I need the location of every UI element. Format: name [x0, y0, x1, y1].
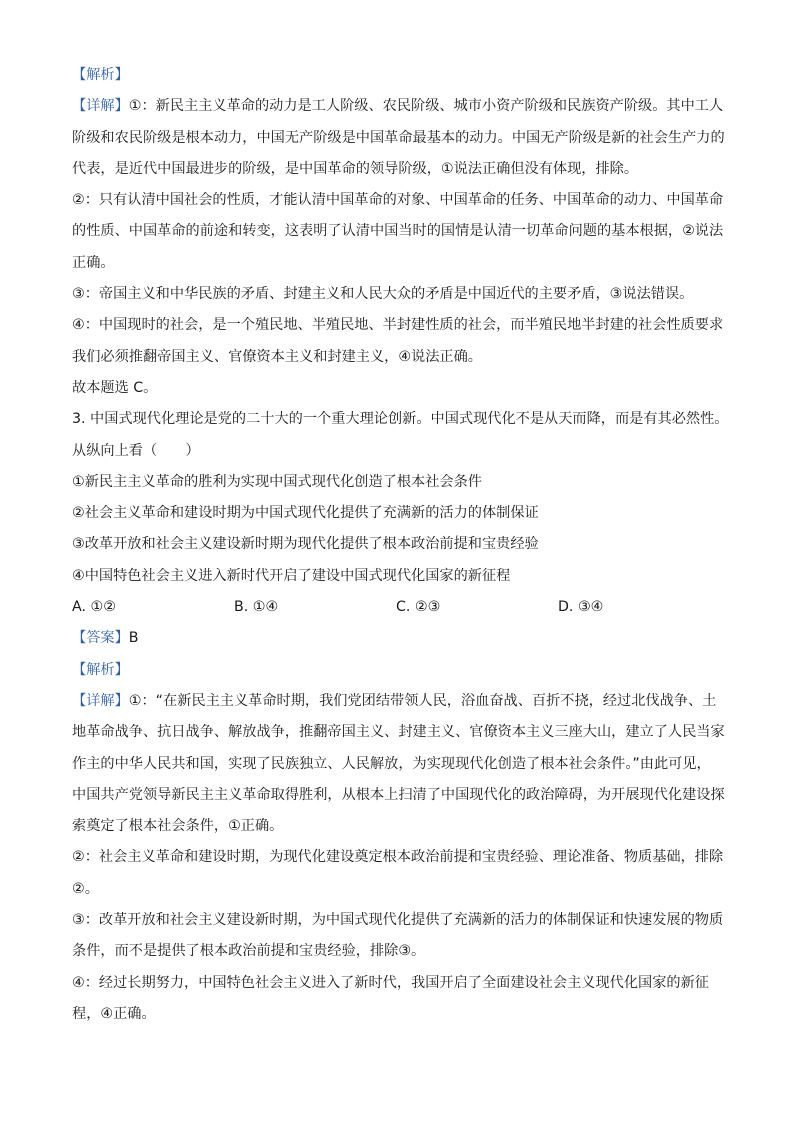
detail-line: 代表，是近代中国最进步的阶级，是中国革命的领导阶级，①说法正确但没有体现，排除。 [72, 160, 639, 177]
document-page [72, 60, 729, 1030]
analysis-label: 【解析】 [72, 67, 129, 83]
statement-item: ④中国特色社会主义进入新时代开启了建设中国式现代化国家的新征程 [72, 567, 511, 584]
question-stem: 从纵向上看（ ） [72, 442, 200, 459]
detail-line [72, 91, 724, 122]
question-stem: 3. 中国式现代化理论是党的二十大的一个重大理论创新。中国式现代化不是从天而降，而是有其必然性。 [72, 411, 729, 428]
detail-line: ④：经过长期努力，中国特色社会主义进入了新时代，我国开启了全面建设社会主义现代化国家的新征 [72, 974, 709, 991]
detail-line: 作主的中华人民共和国，实现了民族独立、人民解放，为实现现代化创造了根本社会条件。”由此可见， [72, 755, 711, 772]
option-a: A. ①② [72, 599, 116, 616]
detail-line: 程，④正确。 [72, 1005, 156, 1022]
answer-line [72, 623, 724, 654]
statement-item: ③改革开放和社会主义建设新时期为现代化提供了根本政治前提和宝贵经验 [72, 536, 539, 553]
detail-line: ④：中国现时的社会，是一个殖民地、半殖民地、半封建性质的社会，而半殖民地半封建的社会性质要求 [72, 317, 724, 334]
detail-line: 条件，而不是提供了根本政治前提和宝贵经验，排除③。 [72, 943, 426, 960]
conclusion-line: 故本题选 C。 [72, 379, 158, 396]
detail-line: ②。 [72, 880, 99, 897]
option-c: C. ②③ [396, 599, 441, 616]
analysis-heading [72, 655, 724, 686]
detail-line: 中国共产党领导新民主主义革命取得胜利，从根本上扫清了中国现代化的政治障碍，为开展现代化建设探 [72, 786, 725, 803]
detail-line: 我们必须推翻帝国主义、官僚资本主义和封建主义，④说法正确。 [72, 348, 482, 365]
detail-text: ①：新民主主义革命的动力是工人阶级、农民阶级、城市小资产阶级和民族资产阶级。其中工人 [128, 98, 724, 115]
answer-value: B [128, 630, 139, 647]
statement-item: ①新民主主义革命的胜利为实现中国式现代化创造了根本社会条件 [72, 473, 482, 490]
analysis-label: 【解析】 [72, 661, 129, 678]
answer-label: 【答案】 [72, 630, 129, 647]
option-b: B. ①④ [234, 599, 279, 616]
detail-line: ③：改革开放和社会主义建设新时期，为中国式现代化提供了充满新的活力的体制保证和快速发展的物质 [72, 912, 724, 929]
detail-line: 正确。 [72, 254, 115, 271]
statement-item: ②社会主义革命和建设时期为中国式现代化提供了充满新的活力的体制保证 [72, 505, 539, 522]
detail-label: 【详解】 [72, 98, 129, 115]
analysis-heading [72, 60, 724, 91]
detail-line [72, 686, 724, 717]
detail-line: ③：帝国主义和中华民族的矛盾、封建主义和人民大众的矛盾是中国近代的主要矛盾，③说法错误。 [72, 286, 694, 303]
detail-line: 阶级和农民阶级是根本动力，中国无产阶级是中国革命最基本的动力。中国无产阶级是新的社会生产力的 [72, 129, 725, 146]
detail-line: ②：社会主义革命和建设时期，为现代化建设奠定根本政治前提和宝贵经验、理论准备、物质基础，排除 [72, 849, 724, 866]
detail-text: ①：“在新民主主义革命时期，我们党团结带领人民，浴血奋战、百折不挠，经过北伐战争、土 [128, 692, 717, 709]
option-d: D. ③④ [558, 599, 604, 616]
detail-line: 的性质、中国革命的前途和转变，这表明了认清中国当时的国情是认清一切革命问题的基本根据，②说法 [72, 223, 724, 240]
detail-line: 索奠定了根本社会条件，①正确。 [72, 818, 284, 835]
detail-line: ②：只有认清中国社会的性质，才能认清中国革命的对象、中国革命的任务、中国革命的动力、中国革命 [72, 192, 724, 209]
detail-label: 【详解】 [72, 692, 129, 709]
detail-line: 地革命战争、抗日战争、解放战争，推翻帝国主义、封建主义、官僚资本主义三座大山，建立了人民当家 [72, 724, 725, 741]
answer-options [72, 592, 724, 623]
